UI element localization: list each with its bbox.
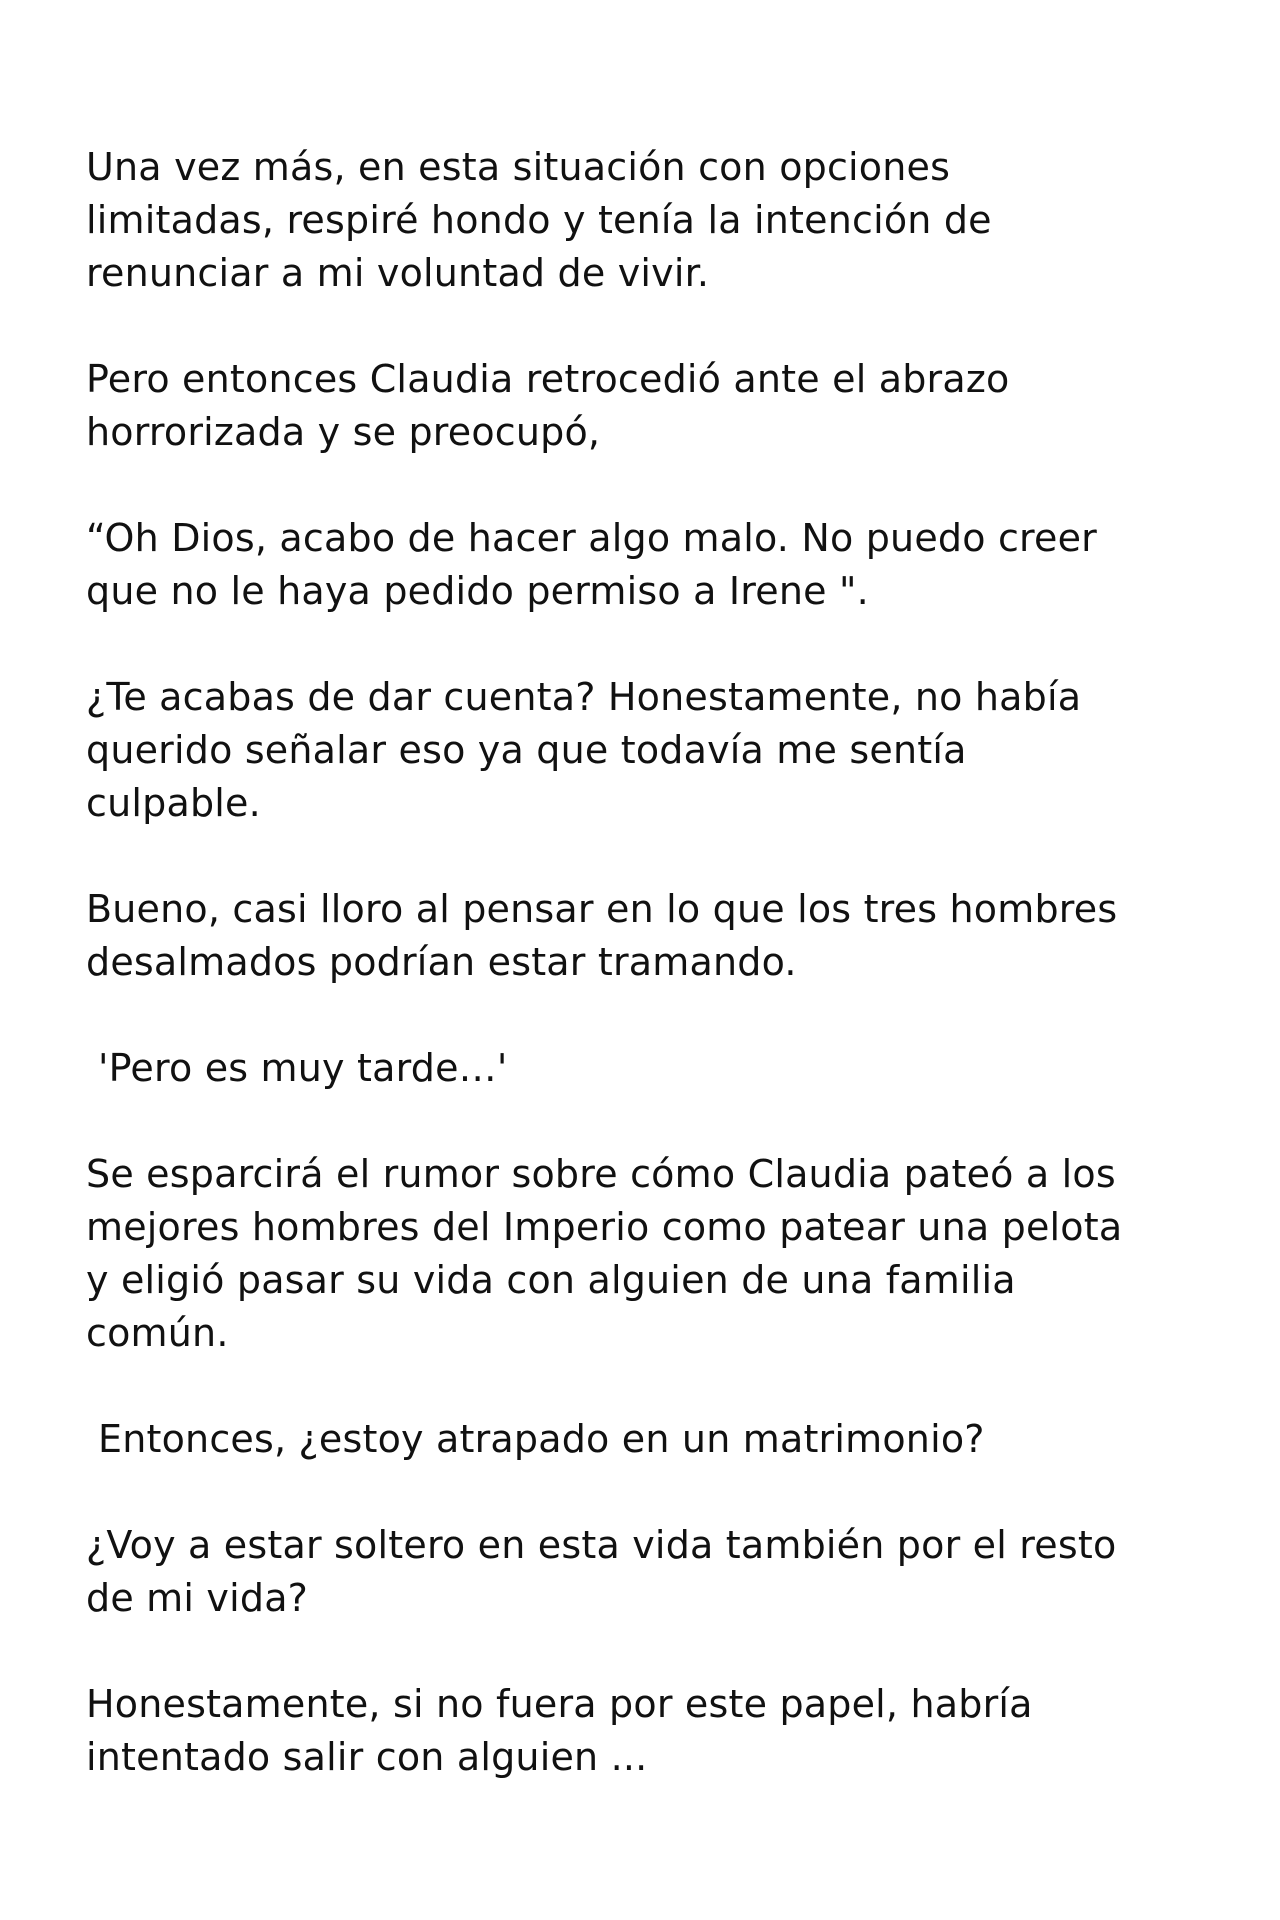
text-line: desalmados podrían estar tramando. [86,940,797,984]
text-line: culpable. [86,781,261,825]
text-line: querido señalar eso ya que todavía me sentía [86,728,967,772]
text-line: que no le haya pedido permiso a Irene ". [86,569,869,613]
text-line: “Oh Dios, acabo de hacer algo malo. No puedo creer [86,516,1098,560]
text-line: mejores hombres del Imperio como patear una pelota [86,1205,1123,1249]
text-line: Se esparcirá el rumor sobre cómo Claudia pateó a los [86,1152,1116,1196]
text-line: Pero entonces Claudia retrocedió ante el abrazo [86,357,1010,401]
paragraph-2 [86,353,1206,459]
text-line: limitadas, respiré hondo y tenía la intención de [86,198,992,242]
text-line: intentado salir con alguien ... [86,1735,648,1779]
paragraph-9 [86,1519,1206,1625]
text-line: renunciar a mi voluntad de vivir. [86,251,710,295]
text-line: Honestamente, si no fuera por este papel, habría [86,1682,1033,1726]
text-line: ¿Te acabas de dar cuenta? Honestamente, no había [86,675,1082,719]
paragraph-4 [86,671,1206,830]
text-line: horrorizada y se preocupó, [86,410,601,454]
paragraph-8 [86,1413,1206,1466]
body-text [86,141,1206,1837]
text-line: ¿Voy a estar soltero en esta vida también por el resto [86,1523,1117,1567]
paragraph-5 [86,883,1206,989]
text-line: Entonces, ¿estoy atrapado en un matrimonio? [98,1417,985,1461]
text-line: Bueno, casi lloro al pensar en lo que los tres hombres [86,887,1118,931]
text-line: común. [86,1311,229,1355]
paragraph-1 [86,141,1206,300]
text-line: de mi vida? [86,1576,309,1620]
paragraph-6 [86,1042,1206,1095]
paragraph-7 [86,1148,1206,1360]
text-line: 'Pero es muy tarde…' [98,1046,508,1090]
text-line: y eligió pasar su vida con alguien de una familia [86,1258,1016,1302]
paragraph-10 [86,1678,1206,1784]
text-line: Una vez más, en esta situación con opciones [86,145,951,189]
paragraph-3 [86,512,1206,618]
